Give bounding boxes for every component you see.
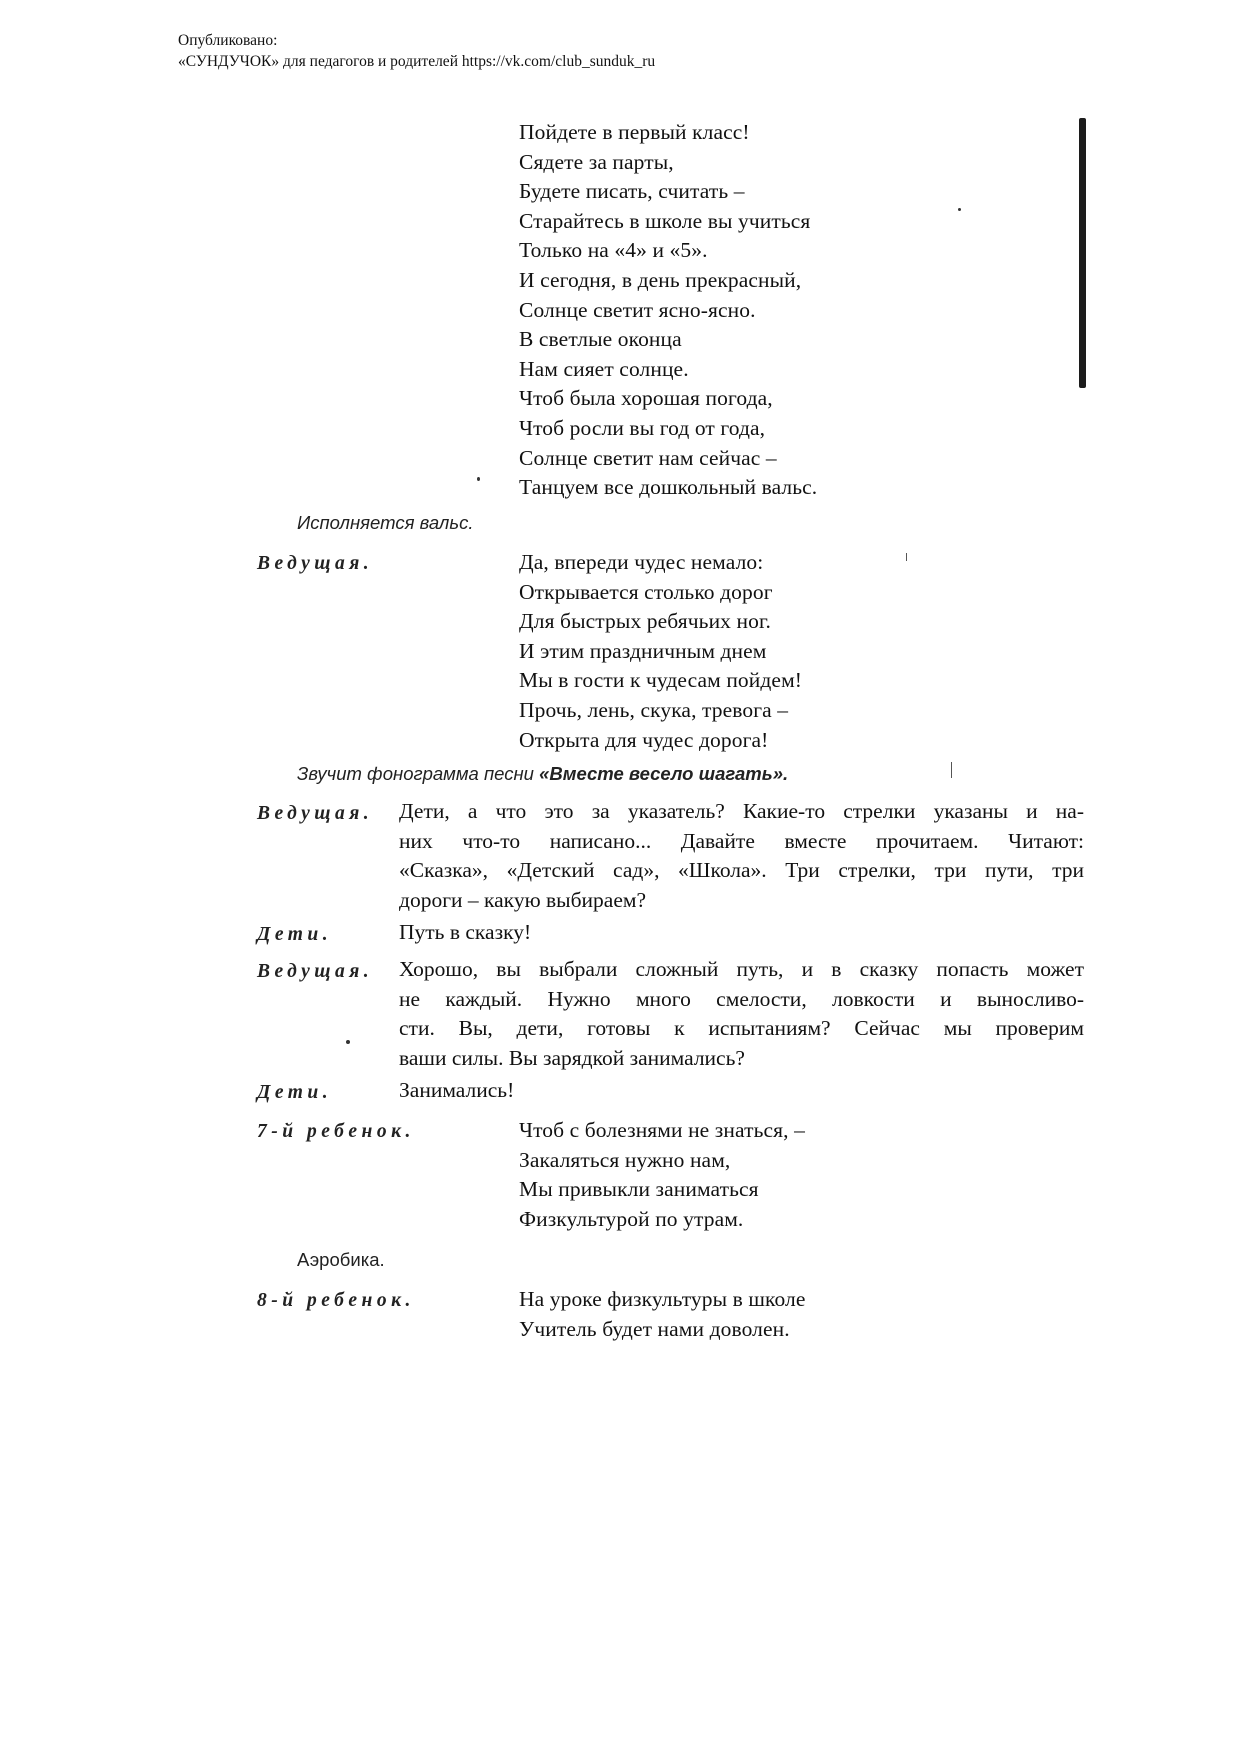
speaker-children: Дети. — [257, 924, 333, 945]
verse-line: Пойдете в первый класс! — [519, 120, 750, 144]
prose-line: них что-то написано... Давайте вместе прочитаем. Читают: — [399, 828, 1084, 853]
prose-line: ваши силы. Вы зарядкой занимались? — [399, 1045, 745, 1070]
verse-line: Солнце светит нам сейчас – — [519, 445, 777, 470]
verse-line: Да, впереди чудес немало: — [519, 550, 764, 574]
scan-edge-mark — [1079, 118, 1086, 388]
speaker-host: Ведущая. — [257, 961, 374, 982]
scan-tick — [951, 762, 952, 778]
stage-song-prefix: Звучит фонограмма песни — [297, 763, 540, 784]
verse-line: Мы привыкли заниматься — [519, 1177, 759, 1202]
verse-line: Будете писать, считать – — [519, 179, 745, 204]
speaker-host: Ведущая. — [257, 553, 374, 574]
prose-line: Дети, а что это за указатель? Какие-то стрелки указаны и на- — [399, 799, 1084, 823]
verse-line: Чтоб росли вы год от года, — [519, 415, 766, 440]
verse-line: Солнце светит ясно-ясно. — [519, 297, 756, 322]
speaker-child-7: 7-й ребенок. — [257, 1121, 415, 1142]
host-speech-1 — [399, 797, 1084, 915]
stage-direction-aerobics: Аэробика. — [297, 1249, 385, 1270]
scan-speck — [958, 208, 961, 211]
prose-line: сти. Вы, дети, готовы к испытаниям? Сейчас мы проверим — [399, 1016, 1084, 1041]
prose-line: Путь в сказку! — [399, 920, 532, 944]
host-speech-2 — [399, 955, 1084, 1073]
verse-line: На уроке физкультуры в школе — [519, 1287, 806, 1311]
scan-speck — [346, 1040, 350, 1044]
publisher-line: «СУНДУЧОК» для педагогов и родителей https://vk.com/club_sunduk_ru — [178, 53, 656, 70]
verse-block-3 — [519, 1116, 805, 1234]
publication-header — [178, 30, 655, 72]
speaker-host: Ведущая. — [257, 803, 374, 824]
children-reply-2 — [399, 1076, 1084, 1106]
verse-line: Закаляться нужно нам, — [519, 1147, 731, 1172]
verse-line: Сядете за парты, — [519, 149, 674, 174]
verse-line: Для быстрых ребячьих ног. — [519, 609, 771, 634]
verse-line: Открывается столько дорог — [519, 579, 773, 604]
scan-tick — [906, 553, 907, 561]
verse-line: Чтоб была хорошая погода, — [519, 386, 773, 411]
verse-line: И сегодня, в день прекрасный, — [519, 267, 802, 292]
verse-block-2 — [519, 548, 802, 755]
stage-direction-song — [297, 763, 788, 785]
verse-line: В светлые оконца — [519, 327, 682, 352]
verse-line: Мы в гости к чудесам пойдем! — [519, 668, 803, 693]
verse-block-4 — [519, 1285, 806, 1344]
verse-line: И этим праздничным днем — [519, 638, 767, 663]
prose-line: Хорошо, вы выбрали сложный путь, и в сказку попасть может — [399, 957, 1084, 981]
prose-line: «Сказка», «Детский сад», «Школа». Три стрелки, три пути, три — [399, 858, 1084, 883]
speaker-children: Дети. — [257, 1082, 333, 1103]
published-label: Опубликовано: — [178, 32, 278, 49]
verse-line: Открыта для чудес дорога! — [519, 727, 769, 752]
song-title: «Вместе весело шагать». — [539, 763, 789, 784]
verse-line: Физкультурой по утрам. — [519, 1206, 744, 1231]
stage-direction-waltz: Исполняется вальс. — [297, 512, 474, 533]
verse-line: Только на «4» и «5». — [519, 238, 708, 263]
verse-block-1 — [519, 118, 817, 503]
children-reply-1 — [399, 918, 1084, 948]
verse-line: Учитель будет нами доволен. — [519, 1316, 790, 1341]
verse-line: Старайтесь в школе вы учиться — [519, 208, 811, 233]
verse-line: Чтоб с болезнями не знаться, – — [519, 1118, 805, 1142]
speaker-child-8: 8-й ребенок. — [257, 1290, 415, 1311]
verse-line: Нам сияет солнце. — [519, 356, 689, 381]
prose-line: Занимались! — [399, 1078, 515, 1102]
verse-line: Танцуем все дошкольный вальс. — [519, 475, 818, 500]
verse-line: Прочь, лень, скука, тревога – — [519, 697, 789, 722]
scan-speck — [477, 477, 480, 481]
prose-line: не каждый. Нужно много смелости, ловкости и выносливо- — [399, 986, 1084, 1011]
prose-line: дороги – какую выбираем? — [399, 887, 647, 912]
